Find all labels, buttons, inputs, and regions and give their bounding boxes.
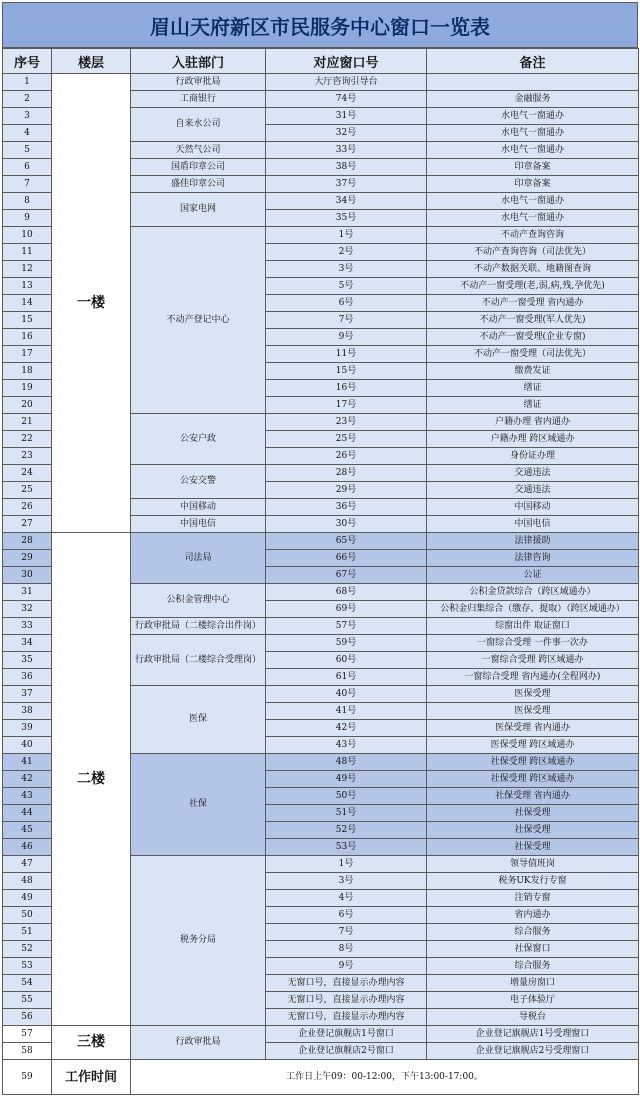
worktime-label: 工作时间 bbox=[52, 1060, 131, 1095]
dept-cell: 国家电网 bbox=[131, 193, 266, 227]
window-cell: 59号 bbox=[266, 635, 427, 652]
row-index: 9 bbox=[3, 210, 52, 227]
row-index: 20 bbox=[3, 397, 52, 414]
window-cell: 38号 bbox=[266, 159, 427, 176]
row-index: 10 bbox=[3, 227, 52, 244]
window-cell: 50号 bbox=[266, 788, 427, 805]
row-index: 52 bbox=[3, 941, 52, 958]
window-cell: 2号 bbox=[266, 244, 427, 261]
note-cell: 税务UK发行专窗 bbox=[427, 873, 639, 890]
note-cell: 不动产查询咨询 bbox=[427, 227, 639, 244]
floor-cell-3: 三楼 bbox=[52, 1026, 131, 1060]
note-cell: 医保受理 跨区域通办 bbox=[427, 737, 639, 754]
table-row bbox=[3, 533, 639, 550]
window-cell: 企业登记旗舰店2号窗口 bbox=[266, 1043, 427, 1060]
dept-cell: 行政审批局 bbox=[131, 1026, 266, 1060]
note-cell: 社保窗口 bbox=[427, 941, 639, 958]
note-cell: 水电气一窗通办 bbox=[427, 108, 639, 125]
row-index: 43 bbox=[3, 788, 52, 805]
window-cell: 7号 bbox=[266, 924, 427, 941]
note-cell: 缮证 bbox=[427, 397, 639, 414]
window-cell: 15号 bbox=[266, 363, 427, 380]
window-cell: 51号 bbox=[266, 805, 427, 822]
window-cell: 6号 bbox=[266, 907, 427, 924]
window-table bbox=[2, 48, 639, 1095]
window-cell: 28号 bbox=[266, 465, 427, 482]
window-cell: 26号 bbox=[266, 448, 427, 465]
worktime-text: 工作日上午09：00-12:00，下午13:00-17:00。 bbox=[131, 1060, 639, 1095]
row-index: 40 bbox=[3, 737, 52, 754]
note-cell: 医保受理 省内通办 bbox=[427, 720, 639, 737]
note-cell: 水电气一窗通办 bbox=[427, 193, 639, 210]
note-cell: 法律咨询 bbox=[427, 550, 639, 567]
row-index: 2 bbox=[3, 91, 52, 108]
row-index: 53 bbox=[3, 958, 52, 975]
note-cell: 不动产一窗受理（司法优先） bbox=[427, 346, 639, 363]
note-cell: 中国电信 bbox=[427, 516, 639, 533]
note-cell: 社保受理 bbox=[427, 822, 639, 839]
note-cell: 医保受理 bbox=[427, 686, 639, 703]
window-cell: 67号 bbox=[266, 567, 427, 584]
window-cell: 7号 bbox=[266, 312, 427, 329]
row-index: 56 bbox=[3, 1009, 52, 1026]
row-index: 59 bbox=[3, 1060, 52, 1095]
window-cell: 3号 bbox=[266, 261, 427, 278]
header-dept: 入驻部门 bbox=[131, 49, 266, 74]
note-cell: 一窗综合受理 省内通办(全程网办) bbox=[427, 669, 639, 686]
row-index: 34 bbox=[3, 635, 52, 652]
window-cell: 17号 bbox=[266, 397, 427, 414]
note-cell: 交通违法 bbox=[427, 482, 639, 499]
row-index: 36 bbox=[3, 669, 52, 686]
row-index: 13 bbox=[3, 278, 52, 295]
note-cell: 社保受理 跨区域通办 bbox=[427, 754, 639, 771]
note-cell: 一窗综合受理 跨区域通办 bbox=[427, 652, 639, 669]
window-cell: 3号 bbox=[266, 873, 427, 890]
note-cell: 公积金归集综合（缴存、提取）（跨区域通办） bbox=[427, 601, 639, 618]
window-cell: 16号 bbox=[266, 380, 427, 397]
window-cell: 6号 bbox=[266, 295, 427, 312]
note-cell: 不动产数据关联、地籍图查询 bbox=[427, 261, 639, 278]
row-index: 31 bbox=[3, 584, 52, 601]
row-index: 54 bbox=[3, 975, 52, 992]
window-cell: 9号 bbox=[266, 958, 427, 975]
row-index: 32 bbox=[3, 601, 52, 618]
dept-cell: 国盾印章公司 bbox=[131, 159, 266, 176]
note-cell: 水电气一窗通办 bbox=[427, 210, 639, 227]
note-cell: 公证 bbox=[427, 567, 639, 584]
window-cell: 11号 bbox=[266, 346, 427, 363]
floor-cell-1: 一楼 bbox=[52, 74, 131, 533]
window-cell: 5号 bbox=[266, 278, 427, 295]
dept-cell: 中国移动 bbox=[131, 499, 266, 516]
window-cell: 57号 bbox=[266, 618, 427, 635]
row-index: 3 bbox=[3, 108, 52, 125]
row-index: 47 bbox=[3, 856, 52, 873]
row-index: 7 bbox=[3, 176, 52, 193]
note-cell: 一窗综合受理 一件事一次办 bbox=[427, 635, 639, 652]
row-index: 27 bbox=[3, 516, 52, 533]
note-cell: 公积金贷款综合（跨区域通办） bbox=[427, 584, 639, 601]
table-row bbox=[3, 74, 639, 91]
row-index: 1 bbox=[3, 74, 52, 91]
row-index: 45 bbox=[3, 822, 52, 839]
row-index: 25 bbox=[3, 482, 52, 499]
row-index: 23 bbox=[3, 448, 52, 465]
header-window: 对应窗口号 bbox=[266, 49, 427, 74]
row-index: 6 bbox=[3, 159, 52, 176]
note-cell: 户籍办理 跨区域通办 bbox=[427, 431, 639, 448]
row-index: 57 bbox=[3, 1026, 52, 1043]
note-cell: 缮证 bbox=[427, 380, 639, 397]
row-index: 42 bbox=[3, 771, 52, 788]
row-index: 4 bbox=[3, 125, 52, 142]
dept-cell: 工商银行 bbox=[131, 91, 266, 108]
dept-cell: 行政审批局（二楼综合受理岗） bbox=[131, 635, 266, 686]
window-cell: 34号 bbox=[266, 193, 427, 210]
row-index: 26 bbox=[3, 499, 52, 516]
window-cell: 1号 bbox=[266, 856, 427, 873]
note-cell: 综合服务 bbox=[427, 958, 639, 975]
row-index: 21 bbox=[3, 414, 52, 431]
worktime-row bbox=[3, 1060, 639, 1095]
row-index: 38 bbox=[3, 703, 52, 720]
window-cell: 30号 bbox=[266, 516, 427, 533]
note-cell: 领导值班岗 bbox=[427, 856, 639, 873]
note-cell: 企业登记旗舰店1号受理窗口 bbox=[427, 1026, 639, 1043]
dept-cell: 不动产登记中心 bbox=[131, 227, 266, 414]
window-cell: 25号 bbox=[266, 431, 427, 448]
dept-cell: 公安户政 bbox=[131, 414, 266, 465]
window-cell: 无窗口号，直接显示办理内容 bbox=[266, 1009, 427, 1026]
floor-cell-2: 二楼 bbox=[52, 533, 131, 1026]
note-cell: 中国移动 bbox=[427, 499, 639, 516]
window-cell: 32号 bbox=[266, 125, 427, 142]
note-cell: 不动产一窗受理(企业专窗) bbox=[427, 329, 639, 346]
header-note: 备注 bbox=[427, 49, 639, 74]
window-cell: 无窗口号，直接显示办理内容 bbox=[266, 975, 427, 992]
header-index: 序号 bbox=[3, 49, 52, 74]
row-index: 58 bbox=[3, 1043, 52, 1060]
window-cell: 65号 bbox=[266, 533, 427, 550]
row-index: 18 bbox=[3, 363, 52, 380]
window-cell: 35号 bbox=[266, 210, 427, 227]
dept-cell: 中国电信 bbox=[131, 516, 266, 533]
row-index: 19 bbox=[3, 380, 52, 397]
window-cell: 69号 bbox=[266, 601, 427, 618]
window-cell: 53号 bbox=[266, 839, 427, 856]
dept-cell: 行政审批局 bbox=[131, 74, 266, 91]
row-index: 48 bbox=[3, 873, 52, 890]
row-index: 17 bbox=[3, 346, 52, 363]
dept-cell: 税务分局 bbox=[131, 856, 266, 1026]
row-index: 5 bbox=[3, 142, 52, 159]
note-cell: 缴费发证 bbox=[427, 363, 639, 380]
window-cell: 9号 bbox=[266, 329, 427, 346]
note-cell: 社保受理 跨区域通办 bbox=[427, 771, 639, 788]
window-cell: 66号 bbox=[266, 550, 427, 567]
note-cell: 综窗出件 取证窗口 bbox=[427, 618, 639, 635]
note-cell: 户籍办理 省内通办 bbox=[427, 414, 639, 431]
note-cell: 社保受理 bbox=[427, 839, 639, 856]
row-index: 33 bbox=[3, 618, 52, 635]
row-index: 8 bbox=[3, 193, 52, 210]
row-index: 11 bbox=[3, 244, 52, 261]
window-cell: 41号 bbox=[266, 703, 427, 720]
note-cell: 不动产一窗受理 省内通办 bbox=[427, 295, 639, 312]
row-index: 12 bbox=[3, 261, 52, 278]
window-cell: 68号 bbox=[266, 584, 427, 601]
note-cell: 不动产一窗受理(军人优先) bbox=[427, 312, 639, 329]
window-cell: 33号 bbox=[266, 142, 427, 159]
window-cell: 大厅咨询引导台 bbox=[266, 74, 427, 91]
window-cell: 61号 bbox=[266, 669, 427, 686]
window-cell: 49号 bbox=[266, 771, 427, 788]
dept-cell: 盛佳印章公司 bbox=[131, 176, 266, 193]
window-cell: 48号 bbox=[266, 754, 427, 771]
window-cell: 1号 bbox=[266, 227, 427, 244]
dept-cell: 自来水公司 bbox=[131, 108, 266, 142]
window-cell: 40号 bbox=[266, 686, 427, 703]
note-cell bbox=[427, 74, 639, 91]
note-cell: 身份证办理 bbox=[427, 448, 639, 465]
row-index: 44 bbox=[3, 805, 52, 822]
row-index: 50 bbox=[3, 907, 52, 924]
row-index: 41 bbox=[3, 754, 52, 771]
row-index: 14 bbox=[3, 295, 52, 312]
note-cell: 医保受理 bbox=[427, 703, 639, 720]
note-cell: 综合服务 bbox=[427, 924, 639, 941]
note-cell: 增量房窗口 bbox=[427, 975, 639, 992]
row-index: 29 bbox=[3, 550, 52, 567]
note-cell: 金融服务 bbox=[427, 91, 639, 108]
dept-cell: 司法局 bbox=[131, 533, 266, 584]
row-index: 16 bbox=[3, 329, 52, 346]
note-cell: 不动产一窗受理(老,弱,病,残,孕优先) bbox=[427, 278, 639, 295]
window-cell: 23号 bbox=[266, 414, 427, 431]
note-cell: 省内通办 bbox=[427, 907, 639, 924]
note-cell: 社保受理 bbox=[427, 805, 639, 822]
window-cell: 企业登记旗舰店1号窗口 bbox=[266, 1026, 427, 1043]
table-row bbox=[3, 1026, 639, 1043]
row-index: 30 bbox=[3, 567, 52, 584]
window-cell: 43号 bbox=[266, 737, 427, 754]
row-index: 24 bbox=[3, 465, 52, 482]
window-cell: 36号 bbox=[266, 499, 427, 516]
note-cell: 导税台 bbox=[427, 1009, 639, 1026]
note-cell: 注销专窗 bbox=[427, 890, 639, 907]
row-index: 37 bbox=[3, 686, 52, 703]
row-index: 22 bbox=[3, 431, 52, 448]
note-cell: 企业登记旗舰店2号受理窗口 bbox=[427, 1043, 639, 1060]
header-floor: 楼层 bbox=[52, 49, 131, 74]
table-header-row bbox=[3, 49, 639, 74]
dept-cell: 社保 bbox=[131, 754, 266, 856]
note-cell: 不动产查询咨询（司法优先） bbox=[427, 244, 639, 261]
dept-cell: 天然气公司 bbox=[131, 142, 266, 159]
page-title: 眉山天府新区市民服务中心窗口一览表 bbox=[2, 2, 638, 48]
note-cell: 印章备案 bbox=[427, 176, 639, 193]
window-cell: 37号 bbox=[266, 176, 427, 193]
note-cell: 社保受理 省内通办 bbox=[427, 788, 639, 805]
window-cell: 31号 bbox=[266, 108, 427, 125]
row-index: 55 bbox=[3, 992, 52, 1009]
row-index: 51 bbox=[3, 924, 52, 941]
row-index: 35 bbox=[3, 652, 52, 669]
dept-cell: 公安交警 bbox=[131, 465, 266, 499]
note-cell: 法律援助 bbox=[427, 533, 639, 550]
window-cell: 29号 bbox=[266, 482, 427, 499]
dept-cell: 医保 bbox=[131, 686, 266, 754]
row-index: 28 bbox=[3, 533, 52, 550]
row-index: 39 bbox=[3, 720, 52, 737]
note-cell: 交通违法 bbox=[427, 465, 639, 482]
row-index: 15 bbox=[3, 312, 52, 329]
window-cell: 4号 bbox=[266, 890, 427, 907]
note-cell: 水电气一窗通办 bbox=[427, 142, 639, 159]
window-cell: 无窗口号，直接显示办理内容 bbox=[266, 992, 427, 1009]
row-index: 46 bbox=[3, 839, 52, 856]
window-cell: 8号 bbox=[266, 941, 427, 958]
window-cell: 42号 bbox=[266, 720, 427, 737]
dept-cell: 行政审批局（二楼综合出件岗） bbox=[131, 618, 266, 635]
window-cell: 60号 bbox=[266, 652, 427, 669]
note-cell: 印章备案 bbox=[427, 159, 639, 176]
row-index: 49 bbox=[3, 890, 52, 907]
note-cell: 电子体验厅 bbox=[427, 992, 639, 1009]
window-cell: 52号 bbox=[266, 822, 427, 839]
note-cell: 水电气一窗通办 bbox=[427, 125, 639, 142]
dept-cell: 公积金管理中心 bbox=[131, 584, 266, 618]
window-list-sheet bbox=[2, 2, 638, 1092]
window-cell: 74号 bbox=[266, 91, 427, 108]
